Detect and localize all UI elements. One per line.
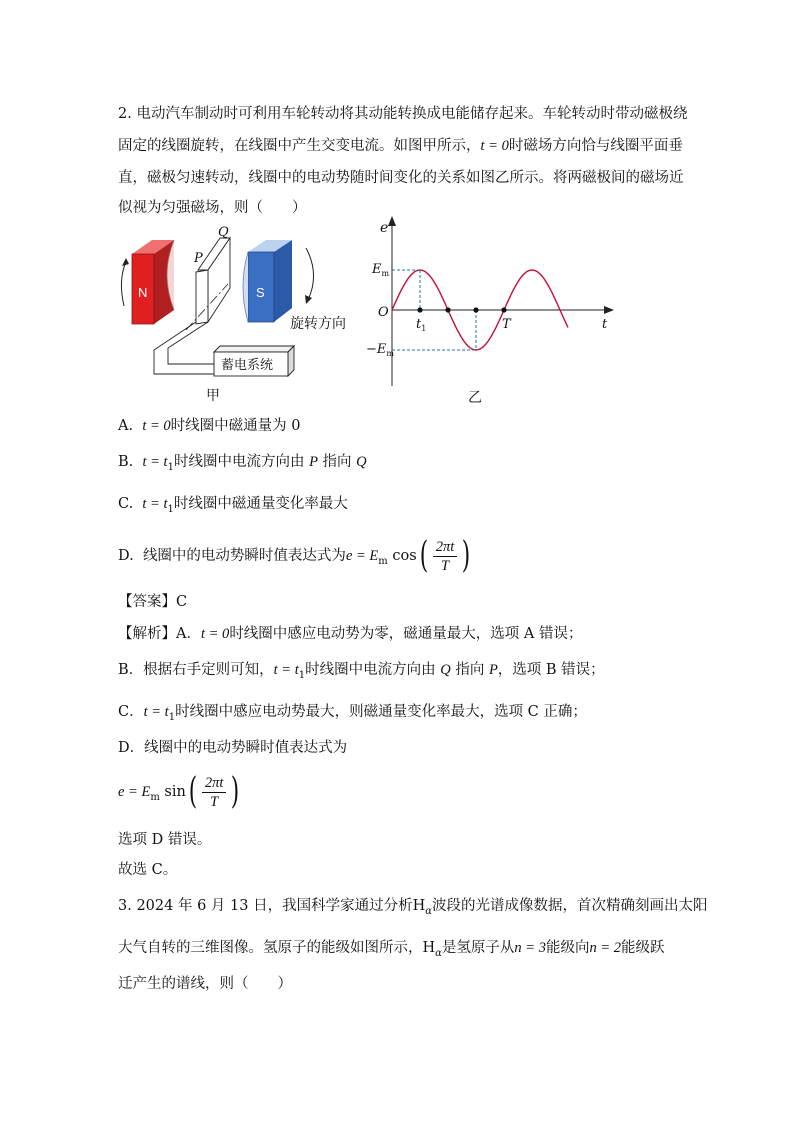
option-b: B. $t = t_1$时线圈中电流方向由 P 指向 Q (118, 454, 367, 473)
e-axis-arrow-icon (388, 216, 396, 226)
analysis-d-end: 选项 D 错误。 (118, 832, 212, 848)
box-side (288, 346, 294, 376)
arrowhead-right-icon (305, 295, 312, 304)
period-label: T (502, 317, 511, 332)
lead-wire-1 (154, 322, 214, 374)
caption-jia: 甲 (206, 388, 220, 404)
q2-line-2: 固定的线圈旋转，在线圈中产生交变电流。如图甲所示，t = 0时磁场方向恰与线圈平面垂 (118, 138, 683, 154)
figure-yi (358, 212, 622, 412)
neg-em-label: $-E_m$ (366, 342, 394, 358)
point-t1 (417, 307, 422, 312)
rotation-direction-label: 旋转方向 (290, 316, 346, 332)
point-half-T (445, 307, 450, 312)
box-top (214, 346, 294, 352)
q3-line-2: 大气自转的三维图像。氢原子的能级如图所示，$H_\alpha$是氢原子从n = 3能级向n = 2能级跃 (118, 940, 665, 959)
n-label: N (138, 285, 148, 300)
option-d: D. 线圈中的电动势瞬时值表达式为$e = E_m$ cos( $\frac{2\pi t}{T}$ ) (118, 535, 471, 576)
s-label: S (256, 285, 265, 300)
analysis-d: D．线圈中的电动势瞬时值表达式为 (118, 740, 348, 756)
analysis-c: C．$t = t_1$时线圈中感应电动势最大，则磁通量变化率最大，选项 C 正确； (118, 704, 587, 723)
e-axis-label: e (380, 220, 389, 236)
rotation-arrow-right (306, 248, 314, 300)
rotation-arrow-left (121, 262, 126, 306)
t-axis-arrow-icon (604, 306, 614, 314)
coil-front (196, 270, 208, 324)
analysis-d-formula: $e = E_m$ sin( $\frac{2\pi t}{T}$ ) (118, 771, 240, 812)
point-3quarter-T (473, 307, 478, 312)
lead-wire-2 (168, 322, 214, 364)
s-magnet-side (274, 240, 292, 322)
t1-label: $t_1$ (416, 317, 427, 333)
s-pole-face (243, 252, 248, 322)
p-label: P (194, 251, 203, 266)
q3-line-3: 迁产生的谱线，则（ ） (118, 976, 292, 992)
figure-jia (110, 218, 370, 408)
q3-line-1: 3. 2024 年 6 月 13 日，我国科学家通过分析$H_\alpha$波段的光谱成像数据，首次精确刻画出太阳 (118, 898, 708, 917)
storage-system-label: 蓄电系统 (221, 358, 274, 373)
t-axis-label: t (602, 317, 608, 332)
q-label: Q (218, 225, 229, 240)
q2-line-3: 直，磁极匀速转动，线圈中的电动势随时间变化的关系如图乙所示。将两磁极间的磁场近 (118, 170, 684, 186)
origin-label: O (378, 305, 389, 320)
analysis-final: 故选 C。 (118, 862, 178, 878)
option-c: C. $t = t_1$时线圈中磁通量变化率最大 (118, 496, 348, 515)
q2-line-4: 似视为匀强磁场，则（ ） (118, 200, 307, 216)
analysis-b: B．根据右手定则可知，$t = t_1$时线圈中电流方向由 Q 指向 P，选项 B 错误； (118, 662, 605, 681)
option-a: A. t = 0时线圈中磁通量为 0 (118, 418, 301, 434)
em-label: $E_m$ (372, 262, 390, 278)
arrowhead-left-icon (122, 258, 129, 266)
answer-line: 【答案】C (118, 594, 188, 610)
point-T (501, 307, 506, 312)
analysis-a: 【解析】A．t = 0时线圈中感应电动势为零，磁通量最大，选项 A 错误； (118, 626, 583, 642)
caption-yi: 乙 (468, 390, 482, 406)
q2-line-1: 2. 电动汽车制动时可利用车轮转动将其动能转换成电能储存起来。车轮转动时带动磁极绕 (118, 106, 688, 122)
